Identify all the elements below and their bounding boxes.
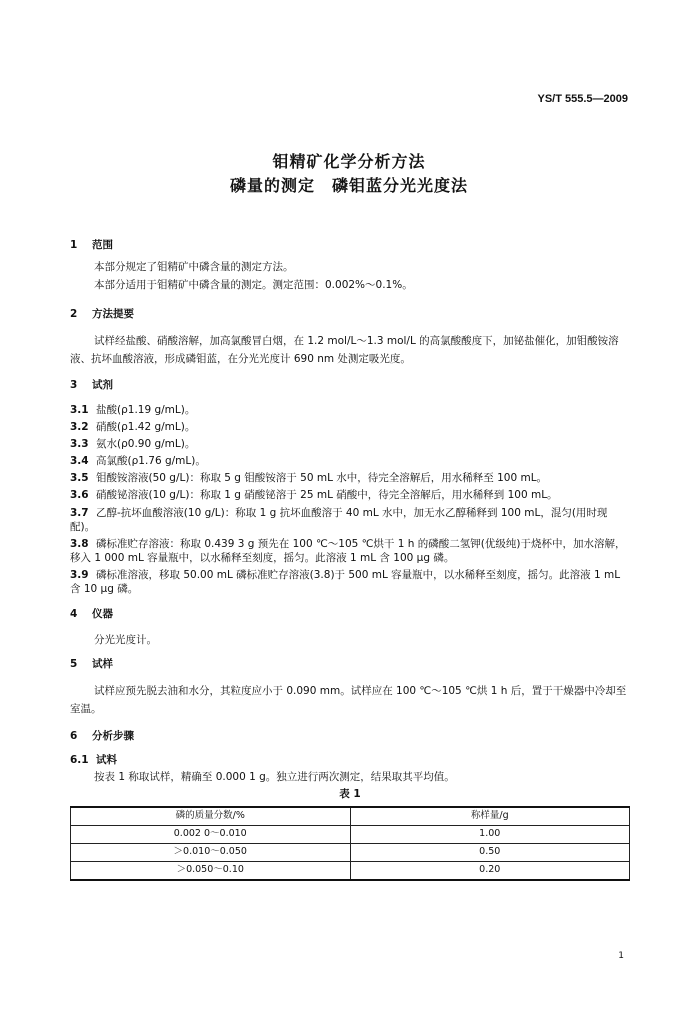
list-item [70, 454, 630, 468]
table-row [71, 861, 630, 880]
document-body [70, 238, 630, 881]
item-number: 3.7 [70, 506, 89, 519]
list-item [70, 568, 630, 596]
list-item [70, 420, 630, 434]
item-number: 3.1 [70, 403, 89, 416]
item-number: 3.9 [70, 569, 89, 582]
section-6-1-heading [70, 753, 630, 767]
item-number: 3.4 [70, 455, 89, 468]
section-title: 试剂 [92, 379, 113, 392]
section-title: 试样 [92, 657, 113, 670]
item-number: 3.2 [70, 420, 89, 433]
item-text: 磷标准贮存溶液：称取 0.439 3 g 预先在 100 ℃～105 ℃烘干 1 h 的磷酸二氢钾(优级纯)于烧杯中，加水溶解，移入 1 000 mL 容量瓶中，以水稀释至刻度，摇匀。此溶液 1 mL 含 100 μg 磷。 [70, 537, 626, 565]
title-line-1: 钼精矿化学分析方法 [272, 152, 426, 171]
item-text: 乙醇-抗坏血酸溶液(10 g/L)：称取 1 g 抗坏血酸溶于 40 mL 水中，加无水乙醇稀释到 100 mL，混匀(用时现配)。 [70, 506, 608, 533]
reagent-list [70, 403, 630, 597]
section-number: 6 [70, 729, 78, 742]
item-text: 磷标准溶液，移取 50.00 mL 磷标准贮存溶液(3.8)于 500 mL 容量瓶中，以水稀释至刻度，摇匀。此溶液 1 mL 含 10 μg 磷。 [70, 569, 621, 596]
item-text: 氨水(ρ0.90 g/mL)。 [96, 437, 196, 450]
list-item [70, 506, 630, 534]
section-title: 范围 [92, 239, 113, 251]
document-title [0, 150, 698, 198]
table-row [71, 825, 630, 843]
table-header-cell: 磷的质量分数/% [71, 807, 351, 826]
section-6-heading [70, 729, 630, 743]
section-5-heading [70, 657, 630, 671]
section-2-para-1: 试样经盐酸、硝酸溶解，加高氯酸冒白烟，在 1.2 mol/L～1.3 mol/L 的高氯酸酸度下，加铋盐催化，加钼酸铵溶液、抗坏血酸溶液，形成磷钼蓝，在分光光度计 690 nm 处测定吸光度。 [70, 334, 619, 365]
list-item [70, 471, 630, 485]
section-1-para-1: 本部分规定了钼精矿中磷含量的测定方法。 [94, 261, 294, 274]
item-text: 硝酸(ρ1.42 g/mL)。 [96, 420, 196, 433]
table-header-row [71, 807, 630, 826]
standard-code: YS/T 555.5—2009 [537, 93, 628, 105]
table-cell: ＞0.050～0.10 [71, 861, 351, 880]
section-4-heading [70, 607, 630, 621]
item-text: 硝酸铋溶液(10 g/L)：称取 1 g 硝酸铋溶于 25 mL 硝酸中，待完全溶解后，用水稀释到 100 mL。 [96, 489, 558, 502]
section-1-heading [70, 238, 630, 252]
section-6-1-para-1: 按表 1 称取试样，精确至 0.000 1 g。独立进行两次测定，结果取其平均值。 [94, 771, 455, 784]
item-text: 盐酸(ρ1.19 g/mL)。 [96, 403, 196, 416]
sample-mass-table [70, 806, 630, 881]
table-cell: 0.002 0～0.010 [71, 825, 351, 843]
section-title: 方法提要 [92, 307, 134, 320]
section-4-para-1: 分光光度计。 [94, 633, 157, 646]
table-title: 表 1 [339, 788, 361, 801]
table-cell: 0.50 [350, 843, 630, 861]
section-number: 3 [70, 379, 78, 392]
list-item [70, 488, 630, 502]
title-line-2: 磷量的测定 磷钼蓝分光光度法 [229, 176, 468, 195]
section-2-heading [70, 307, 630, 321]
item-number: 3.6 [70, 489, 89, 502]
section-title: 仪器 [92, 607, 113, 620]
list-item [70, 537, 630, 565]
list-item [70, 437, 630, 451]
section-number: 1 [70, 239, 78, 251]
item-number: 3.3 [70, 437, 89, 450]
list-item [70, 403, 630, 417]
item-text: 钼酸铵溶液(50 g/L)：称取 5 g 钼酸铵溶于 50 mL 水中，待完全溶解后，用水稀释至 100 mL。 [96, 472, 548, 485]
section-5-para-1: 试样应预先脱去油和水分，其粒度应小于 0.090 mm。试样应在 100 ℃～105 ℃烘 1 h 后，置于干燥器中冷却至室温。 [70, 685, 627, 715]
section-3-heading [70, 378, 630, 392]
table-cell: 0.20 [350, 861, 630, 880]
table-cell: ＞0.010～0.050 [71, 843, 351, 861]
section-number: 4 [70, 607, 78, 620]
section-title: 分析步骤 [92, 729, 134, 742]
item-number: 3.5 [70, 472, 89, 485]
item-number: 3.8 [70, 537, 89, 550]
table-header-cell: 称样量/g [350, 807, 630, 826]
section-number: 5 [70, 657, 78, 670]
table-row [71, 843, 630, 861]
section-number: 6.1 [70, 753, 89, 766]
section-number: 2 [70, 307, 78, 320]
table-cell: 1.00 [350, 825, 630, 843]
page-number: 1 [618, 951, 624, 961]
section-title: 试料 [96, 753, 117, 766]
section-1-para-2: 本部分适用于钼精矿中磷含量的测定。测定范围：0.002%～0.1%。 [94, 279, 413, 292]
item-text: 高氯酸(ρ1.76 g/mL)。 [96, 455, 206, 468]
